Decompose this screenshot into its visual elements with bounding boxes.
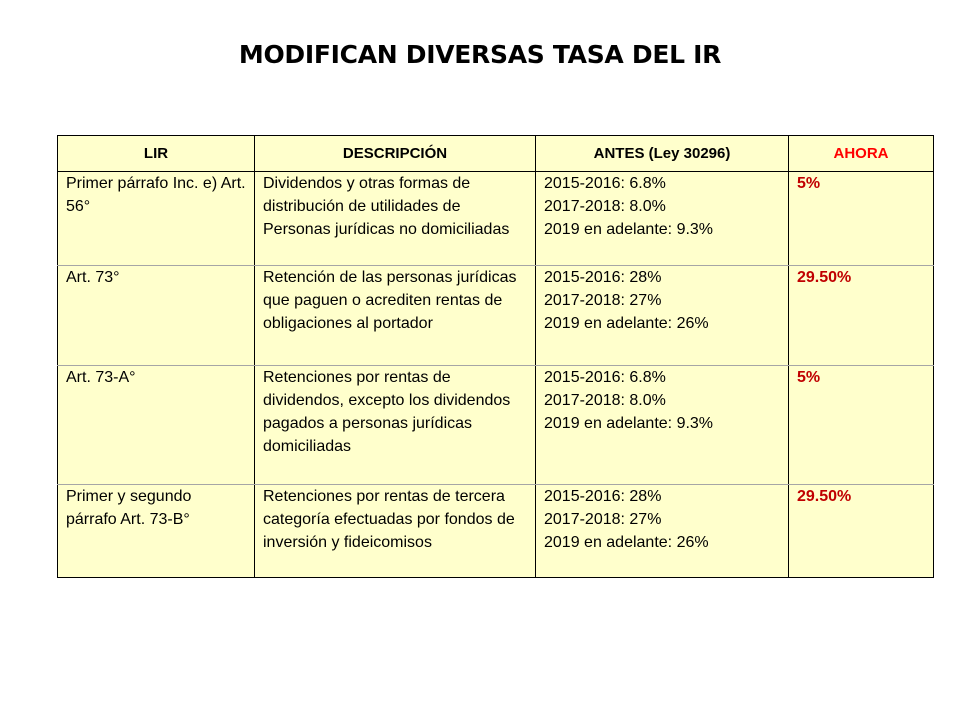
cell-lir: Primer y segundo párrafo Art. 73-B° [58,485,255,578]
antes-line: 2019 en adelante: 26% [544,534,709,551]
cell-antes [536,266,789,366]
cell-ahora: 29.50% [789,485,934,578]
table-row [58,172,934,266]
cell-descripcion: Retenciones por rentas de dividendos, excepto los dividendos pagados a personas jurídicas domiciliadas [255,366,536,485]
antes-line: 2017-2018: 8.0% [544,198,666,215]
header-ahora: AHORA [789,136,934,172]
header-lir: LIR [58,136,255,172]
antes-line: 2015-2016: 6.8% [544,369,666,386]
cell-lir: Primer párrafo Inc. e) Art. 56° [58,172,255,266]
header-antes: ANTES (Ley 30296) [536,136,789,172]
cell-antes [536,485,789,578]
cell-ahora: 5% [789,172,934,266]
cell-descripcion: Dividendos y otras formas de distribución de utilidades de Personas jurídicas no domiciliadas [255,172,536,266]
slide-title: MODIFICAN DIVERSAS TASA DEL IR [238,40,722,69]
table-row [58,485,934,578]
cell-descripcion: Retención de las personas jurídicas que paguen o acrediten rentas de obligaciones al portador [255,266,536,366]
cell-lir: Art. 73° [58,266,255,366]
table-row [58,266,934,366]
cell-lir: Art. 73-A° [58,366,255,485]
tax-rates-table [57,135,934,578]
antes-line: 2017-2018: 27% [544,292,662,309]
antes-line: 2017-2018: 27% [544,511,662,528]
table-row [58,366,934,485]
antes-line: 2015-2016: 28% [544,488,662,505]
antes-line: 2017-2018: 8.0% [544,392,666,409]
cell-ahora: 29.50% [789,266,934,366]
antes-line: 2019 en adelante: 26% [544,315,709,332]
header-descripcion: DESCRIPCIÓN [255,136,536,172]
antes-line: 2019 en adelante: 9.3% [544,415,714,432]
cell-descripcion: Retenciones por rentas de tercera categoría efectuadas por fondos de inversión y fideicomisos [255,485,536,578]
cell-antes [536,366,789,485]
antes-line: 2015-2016: 28% [544,269,662,286]
antes-line: 2015-2016: 6.8% [544,175,666,192]
cell-ahora: 5% [789,366,934,485]
cell-antes [536,172,789,266]
table-header-row [58,136,934,172]
antes-line: 2019 en adelante: 9.3% [544,221,714,238]
